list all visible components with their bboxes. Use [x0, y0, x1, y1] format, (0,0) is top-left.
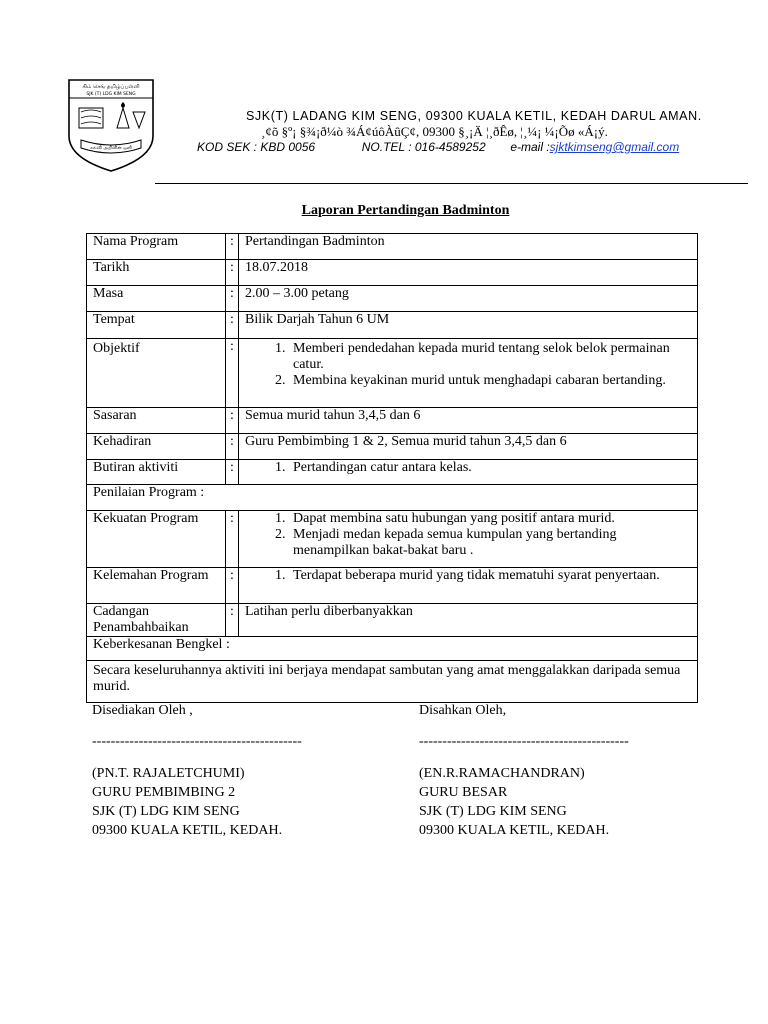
table-row	[87, 460, 698, 485]
section-heading: Keberkesanan Bengkel :	[87, 637, 698, 661]
table-row	[87, 312, 698, 339]
row-colon: :	[226, 260, 239, 286]
table-row	[87, 234, 698, 260]
row-value: Latihan perlu diberbanyakkan	[239, 604, 698, 637]
list-item: 1. Memberi pendedahan kepada murid tentang selok belok permainan catur.	[289, 341, 691, 373]
row-value: Pertandingan Badminton	[239, 234, 698, 260]
row-label: Masa	[87, 286, 226, 312]
list-item: 2. Membina keyakinan murid untuk menghadapi cabaran bertanding.	[289, 373, 691, 389]
row-value	[239, 460, 698, 485]
table-row	[87, 339, 698, 408]
row-colon: :	[226, 511, 239, 568]
row-label: Kelemahan Program	[87, 568, 226, 604]
section-heading: Penilaian Program :	[87, 485, 698, 511]
report-table	[86, 233, 698, 703]
row-label: Tarikh	[87, 260, 226, 286]
signature-line: ---------------------------------------------	[419, 734, 629, 749]
school-address-line: SJK(T) LADANG KIM SENG, 09300 KUALA KETIL, KEDAH DARUL AMAN.	[246, 109, 702, 123]
header-divider	[155, 183, 748, 184]
row-colon: :	[226, 434, 239, 460]
signatory-address: 09300 KUALA KETIL, KEDAH.	[92, 823, 283, 838]
row-colon: :	[226, 568, 239, 604]
row-value: Bilik Darjah Tahun 6 UM	[239, 312, 698, 339]
strengths-list	[245, 511, 691, 559]
row-value: 2.00 – 3.00 petang	[239, 286, 698, 312]
table-row	[87, 511, 698, 568]
row-colon: :	[226, 312, 239, 339]
row-label: Nama Program	[87, 234, 226, 260]
list-item: 1. Dapat membina satu hubungan yang positif antara murid.	[289, 511, 691, 527]
table-row	[87, 434, 698, 460]
signatory-address: 09300 KUALA KETIL, KEDAH.	[419, 823, 610, 838]
signature-heading: Disahkan Oleh,	[419, 703, 507, 718]
row-colon: :	[226, 604, 239, 637]
list-item: 1. Pertandingan catur antara kelas.	[289, 460, 691, 476]
row-colon: :	[226, 408, 239, 434]
table-row	[87, 408, 698, 434]
row-value: 18.07.2018	[239, 260, 698, 286]
signature-line: ---------------------------------------------	[92, 734, 302, 749]
row-value	[239, 568, 698, 604]
activity-list	[245, 460, 691, 476]
report-title: Laporan Pertandingan Badminton	[301, 203, 510, 218]
row-label: Kehadiran	[87, 434, 226, 460]
signatory-role: GURU PEMBIMBING 2	[92, 785, 236, 800]
table-row	[87, 485, 698, 511]
row-value	[239, 339, 698, 408]
signatory-name: (EN.R.RAMACHANDRAN)	[419, 766, 585, 781]
row-colon: :	[226, 234, 239, 260]
row-label: Sasaran	[87, 408, 226, 434]
school-address-tamil-line: ¸¢õ §º¡ §¾¡ð¼ò ¾Á¢úôÀûÇ¢, 09300 §¸¡Ä ¦¸ðÊø, ¦¸¼¡ ¼¡Õø «Á¡ý.	[261, 124, 608, 139]
row-label: Tempat	[87, 312, 226, 339]
table-row	[87, 286, 698, 312]
row-colon: :	[226, 339, 239, 408]
row-value: Guru Pembimbing 1 & 2, Semua murid tahun 3,4,5 dan 6	[239, 434, 698, 460]
signature-heading: Disediakan Oleh ,	[92, 703, 193, 718]
school-code: KOD SEK : KBD 0056	[197, 140, 316, 154]
signature-block-prepared	[92, 701, 302, 840]
signatory-name: (PN.T. RAJALETCHUMI)	[92, 766, 245, 781]
table-row	[87, 568, 698, 604]
table-row	[87, 637, 698, 661]
row-colon: :	[226, 460, 239, 485]
school-crest-logo	[67, 78, 155, 173]
email-label: e-mail :	[510, 140, 550, 154]
signatory-role: GURU BESAR	[419, 785, 508, 800]
row-label: Cadangan Penambahbaikan	[87, 604, 226, 637]
objective-list	[245, 341, 691, 389]
signatory-school: SJK (T) LDG KIM SENG	[419, 804, 567, 819]
logo-motto: கல்வி அறிவின் ஒளி	[90, 146, 132, 151]
table-row	[87, 260, 698, 286]
list-item: 1. Terdapat beberapa murid yang tidak mematuhi syarat penyertaan.	[289, 568, 691, 584]
summary-text: Secara keseluruhannya aktiviti ini berjaya mendapat sambutan yang amat menggalakkan daripada semua murid.	[87, 661, 698, 703]
logo-text-top: கிம் செங் தமிழ்ப்பள்ளி	[82, 84, 140, 90]
list-item: 2. Menjadi medan kepada semua kumpulan yang bertanding menampilkan bakat-bakat baru .	[289, 527, 691, 559]
signature-block-approved	[419, 701, 629, 840]
school-contact-line	[197, 140, 679, 154]
row-label: Butiran aktiviti	[87, 460, 226, 485]
logo-text-sub: SJK (T) LDG KIM SENG	[86, 92, 136, 97]
row-label: Kekuatan Program	[87, 511, 226, 568]
signatory-school: SJK (T) LDG KIM SENG	[92, 804, 240, 819]
school-phone: NO.TEL : 016-4589252	[361, 140, 486, 154]
row-colon: :	[226, 286, 239, 312]
table-row	[87, 661, 698, 703]
weaknesses-list	[245, 568, 691, 584]
row-value	[239, 511, 698, 568]
row-label: Objektif	[87, 339, 226, 408]
row-value: Semua murid tahun 3,4,5 dan 6	[239, 408, 698, 434]
table-row	[87, 604, 698, 637]
email-link[interactable]: sjktkimseng@gmail.com	[549, 140, 680, 154]
